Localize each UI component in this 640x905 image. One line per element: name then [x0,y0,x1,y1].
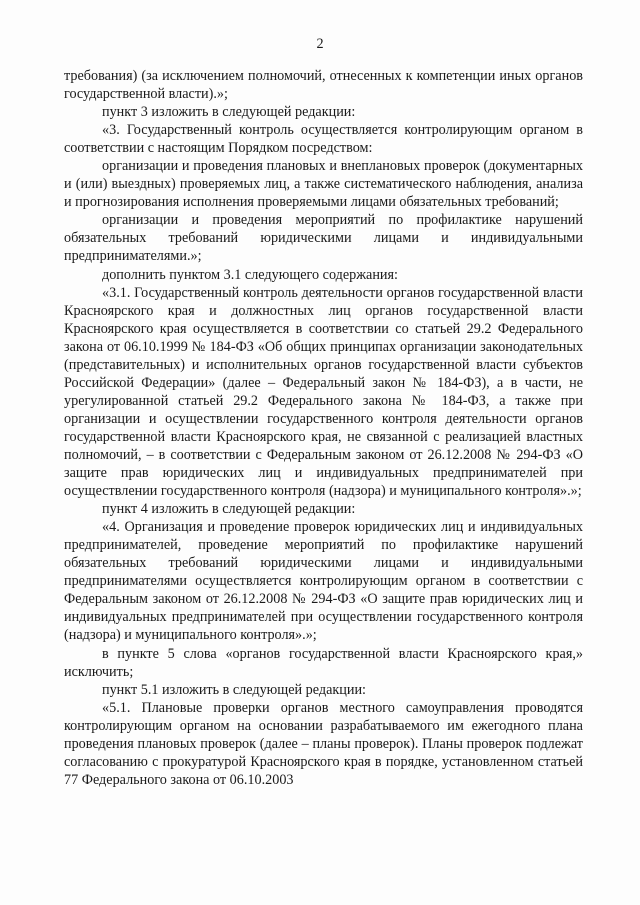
paragraph-item-3-instruction: пункт 3 изложить в следующей редакции: [102,104,356,121]
paragraph-item-3-inspections: организации и проведения плановых и внеплановых проверок (документарных и (или) выездных) проверяемых лиц, а также систематического наблюдения, анализа и прогнозирования исполнения проверяемыми лицами обязательных требований; [64,158,583,211]
document-body [64,67,583,789]
paragraph-item-5-amendment: в пункте 5 слова «органов государственной власти Красноярского края,» исключить; [64,645,583,680]
paragraph-item-4-text: «4. Организация и проведение проверок юридических лиц и индивидуальных предпринимателей, проведение мероприятий по профилактике нарушений обязательных требований юридическими лицами и индивидуальными предпринимателями осуществляется контролирующим органом в соответствии с Федеральным законом от 26.12.2008 № 294-ФЗ «О защите прав юридических лиц и индивидуальных предпринимателей при осуществлении государственного контроля (надзора) и муниципального контроля».»; [64,519,583,644]
paragraph-item-3-1-instruction: дополнить пунктом 3.1 следующего содержания: [102,266,398,283]
paragraph-item-5-1-instruction: пункт 5.1 изложить в следующей редакции: [102,681,366,698]
paragraph-item-3-text: «3. Государственный контроль осуществляется контролирующим органом в соответствии с настоящим Порядком посредством: [64,122,583,157]
paragraph-item-5-1-text: «5.1. Плановые проверки органов местного самоуправления проводятся контролирующим органом на основании разрабатываемого им ежегодного плана проведения плановых проверок (далее – планы проверок). Планы проверок подлежат согласованию с прокуратурой Красноярского края в порядке, установленном статьей 77 Федерального закона от 06.10.2003 [64,699,583,788]
page-number: 2 [316,36,324,52]
paragraph-item-3-prevention: организации и проведения мероприятий по профилактике нарушений обязательных требований юридическими лицами и индивидуальными предпринимателями.»; [64,212,583,265]
paragraph-item-3-1-text: «3.1. Государственный контроль деятельности органов государственной власти Красноярского края и должностных лиц органов государственной власти Красноярского края осуществляется в соответствии со статьей 29.2 Федерального закона от 06.10.1999 № 184-ФЗ «Об общих принципах организации законодательных (представительных) и исполнительных органов государственной власти субъектов Российской Федерации» (далее – Федеральный закон № 184-ФЗ), а в части, не урегулированной статьей 29.2 Федерального закона № 184-ФЗ, а также при организации и осуществлении государственного контроля деятельности органов государственной власти Красноярского края, не связанной с реализацией властных полномочий, – в соответствии с Федеральным законом от 26.12.2008 № 294-ФЗ «О защите прав юридических лиц и индивидуальных предпринимателей при осуществлении государственного контроля (надзора) и муниципального контроля».»; [64,284,583,500]
paragraph-item-4-instruction: пункт 4 изложить в следующей редакции: [102,501,356,518]
paragraph-continuation: требования) (за исключением полномочий, отнесенных к компетенции иных органов государственной власти).»; [64,68,583,103]
